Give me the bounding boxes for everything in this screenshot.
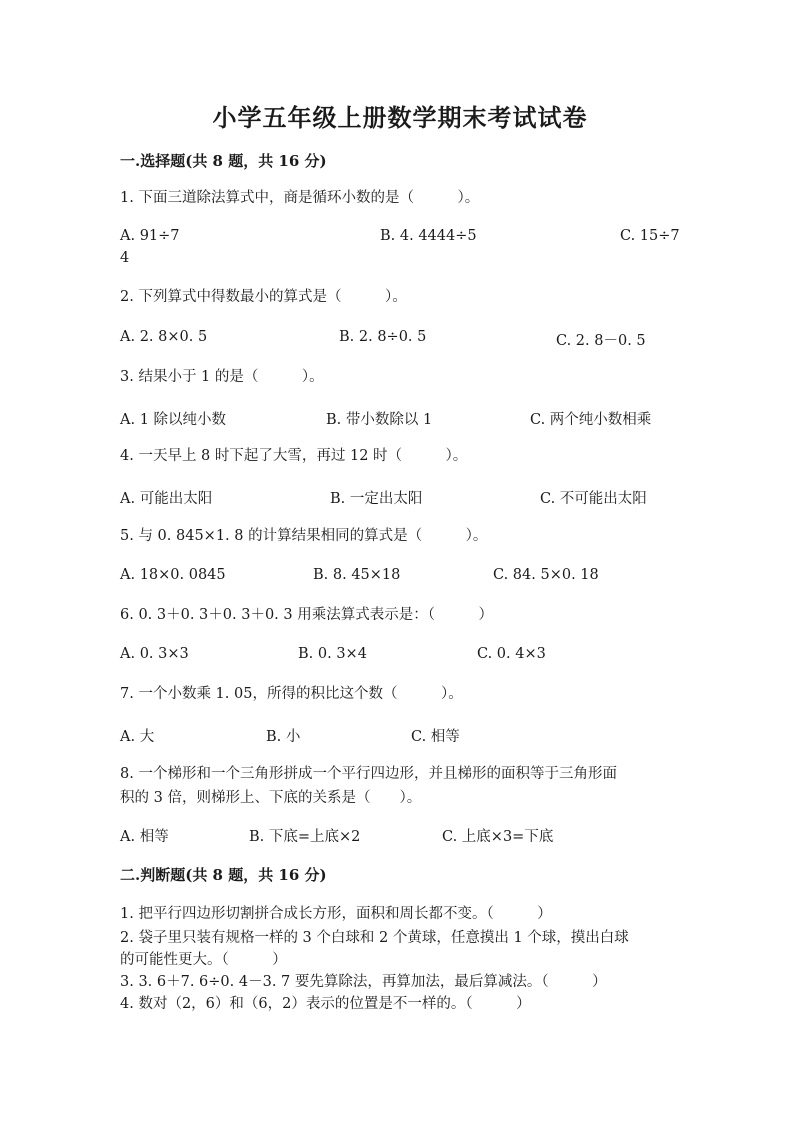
question-2: 2. 下列算式中得数最小的算式是（ ）。: [120, 289, 407, 305]
q2-option-b[interactable]: B. 2. 8÷0. 5: [339, 329, 427, 345]
q1-option-a[interactable]: A. 91÷7: [120, 228, 180, 244]
section-heading-choice: 一.选择题(共 8 题，共 16 分): [120, 152, 327, 170]
q7-option-b[interactable]: B. 小: [266, 729, 301, 745]
section-heading-judgement: 二.判断题(共 8 题，共 16 分): [120, 866, 327, 884]
q1-option-b[interactable]: B. 4. 4444÷5: [380, 228, 477, 244]
q5-option-a[interactable]: A. 18×0. 0845: [120, 567, 226, 583]
q5-option-c[interactable]: C. 84. 5×0. 18: [493, 567, 599, 583]
question-7: 7. 一个小数乘 1. 05，所得的积比这个数（ ）。: [120, 686, 463, 702]
q7-option-a[interactable]: A. 大: [120, 729, 155, 745]
page-title: 小学五年级上册数学期末考试试卷: [212, 103, 588, 132]
q8-option-a[interactable]: A. 相等: [120, 829, 169, 845]
judgement-item-3: 3. 3. 6＋7. 6÷0. 4－3. 7 要先算除法，再算加法，最后算减法。（ ）: [120, 974, 607, 990]
question-8-line-1: 8. 一个梯形和一个三角形拼成一个平行四边形，并且梯形的面积等于三角形面: [120, 766, 617, 782]
q1-option-c[interactable]: C. 15÷7: [620, 228, 680, 244]
q4-option-a[interactable]: A. 可能出太阳: [120, 491, 213, 507]
q1-option-c-wrap: 4: [120, 250, 130, 266]
judgement-item-4: 4. 数对（2，6）和（6，2）表示的位置是不一样的。（ ）: [120, 996, 531, 1012]
q8-option-c[interactable]: C. 上底×3=下底: [442, 829, 554, 845]
question-4: 4. 一天早上 8 时下起了大雪，再过 12 时（ ）。: [120, 448, 468, 464]
q3-option-c[interactable]: C. 两个纯小数相乘: [530, 412, 652, 428]
question-6: 6. 0. 3＋0. 3＋0. 3＋0. 3 用乘法算式表示是：（ ）: [120, 607, 493, 623]
question-1: 1. 下面三道除法算式中，商是循环小数的是（ ）。: [120, 190, 480, 206]
judgement-item-2: 2. 袋子里只装有规格一样的 3 个白球和 2 个黄球，任意摸出 1 个球，摸出白球: [120, 930, 629, 946]
q3-option-a[interactable]: A. 1 除以纯小数: [120, 412, 227, 428]
judgement-item-1: 1. 把平行四边形切割拼合成长方形，面积和周长都不变。（ ）: [120, 906, 552, 922]
question-3: 3. 结果小于 1 的是（ ）。: [120, 369, 324, 385]
q6-option-c[interactable]: C. 0. 4×3: [477, 646, 546, 662]
q5-option-b[interactable]: B. 8. 45×18: [313, 567, 401, 583]
judgement-item-2-cont: 的可能性更大。（ ）: [120, 952, 287, 968]
q7-option-c[interactable]: C. 相等: [411, 729, 460, 745]
q6-option-b[interactable]: B. 0. 3×4: [298, 646, 367, 662]
q2-option-c[interactable]: C. 2. 8－0. 5: [556, 333, 646, 349]
q4-option-c[interactable]: C. 不可能出太阳: [540, 491, 647, 507]
q8-option-b[interactable]: B. 下底=上底×2: [249, 829, 361, 845]
q2-option-a[interactable]: A. 2. 8×0. 5: [120, 329, 208, 345]
question-5: 5. 与 0. 845×1. 8 的计算结果相同的算式是（ ）。: [120, 528, 488, 544]
q3-option-b[interactable]: B. 带小数除以 1: [326, 412, 433, 428]
question-8-line-2: 积的 3 倍，则梯形上、下底的关系是（ ）。: [120, 790, 422, 806]
q6-option-a[interactable]: A. 0. 3×3: [120, 646, 189, 662]
q4-option-b[interactable]: B. 一定出太阳: [330, 491, 423, 507]
